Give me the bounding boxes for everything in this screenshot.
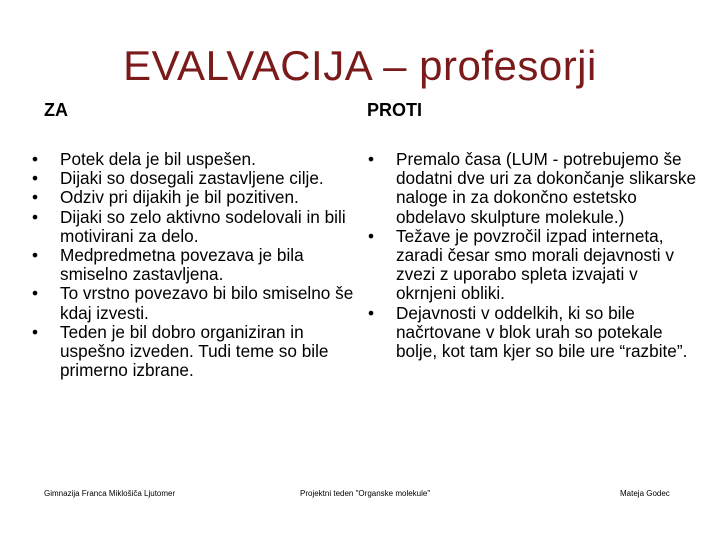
list-item [366,150,702,227]
list-item [366,227,702,304]
list-item [30,284,365,322]
pros-item-text: Dijaki so zelo aktivno sodelovali in bili motivirani za delo. [60,206,346,246]
pros-item-text: Medpredmetna povezava je bila smiselno zastavljena. [60,245,304,285]
cons-list [366,150,702,361]
bullet-icon: • [32,206,39,227]
cons-item-text: Dejavnosti v oddelkih, ki so bile načrtovane v blok urah so potekale bolje, kot tam kjer so bile ure “razbite”. [396,302,688,362]
list-item [30,169,365,188]
list-item [30,208,365,246]
list-item [30,188,365,207]
footer-project: Projektni teden "Organske molekule" [300,489,431,498]
footer-school: Gimnazija Franca Miklošiča Ljutomer [44,489,176,498]
cons-item-text: Premalo časa (LUM - potrebujemo še dodatni dve uri za dokončanje slikarske naloge in za dokončno estetsko obdelavo skulpture molekule.) [396,149,697,227]
bullet-icon: • [32,149,39,169]
pros-item-text: Teden je bil dobro organiziran in uspešno izveden. Tudi teme so bile primerno izbrane. [60,321,329,381]
bullet-icon: • [32,283,39,304]
list-item [30,323,365,381]
pros-heading: ZA [44,100,68,120]
bullet-icon: • [368,225,375,246]
pros-item-text: To vrstno povezavo bi bilo smiselno še kdaj izvesti. [60,283,354,323]
pros-list [30,150,365,380]
bullet-icon: • [32,187,39,208]
slide-title: EVALVACIJA – profesorji [123,42,597,89]
list-item [30,150,365,169]
bullet-icon: • [368,302,375,323]
cons-item-text: Težave je povzročil izpad interneta, zaradi česar smo morali dejavnosti v zvezi z uporabo spleta izvajati v okrnjeni obliki. [396,225,674,304]
list-item [30,246,365,284]
pros-item-text: Odziv pri dijakih je bil pozitiven. [60,187,299,208]
bullet-icon: • [32,168,39,189]
bullet-icon: • [32,245,39,266]
pros-item-text: Dijaki so dosegali zastavljene cilje. [60,168,324,189]
list-item [366,304,702,362]
footer-author: Mateja Godec [620,489,670,498]
cons-heading: PROTI [367,100,423,120]
pros-item-text: Potek dela je bil uspešen. [60,149,256,169]
bullet-icon: • [368,149,375,169]
bullet-icon: • [32,321,39,342]
